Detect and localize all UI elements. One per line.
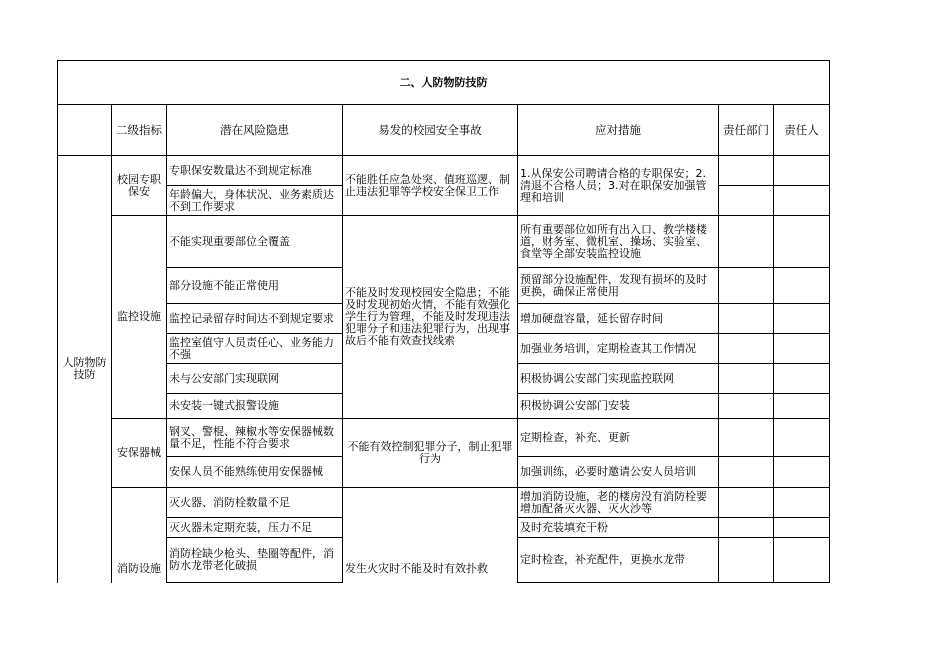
person-cell[interactable] <box>774 419 830 457</box>
measure-cell: 加强训练，必要时邀请公安人员培训 <box>518 457 719 488</box>
hazard-cell: 灭火器、消防栓数量不足 <box>167 488 343 518</box>
measure-cell: 预留部分设施配件，发现有损坏的及时更换，确保正常使用 <box>518 268 719 304</box>
person-cell[interactable] <box>774 268 830 304</box>
hazard-cell: 不能实现重要部位全覆盖 <box>167 216 343 268</box>
measure-cell: 积极协调公安部门安装 <box>518 394 719 419</box>
group-name: 监控设施 <box>112 216 167 419</box>
dept-cell[interactable] <box>719 268 774 304</box>
hazard-cell: 灭火器未定期充装，压力不足 <box>167 518 343 538</box>
hazard-cell: 未安装一键式报警设施 <box>167 394 343 419</box>
person-cell[interactable] <box>774 518 830 538</box>
dept-cell[interactable] <box>719 457 774 488</box>
measure-cell: 增加硬盘容量，延长留存时间 <box>518 304 719 334</box>
dept-cell[interactable] <box>719 518 774 538</box>
header-measures: 应对措施 <box>518 105 719 156</box>
hazard-cell: 监控记录留存时间达不到规定要求 <box>167 304 343 334</box>
dept-cell[interactable] <box>719 488 774 518</box>
person-cell[interactable] <box>774 538 830 583</box>
dept-cell[interactable] <box>719 538 774 583</box>
hazard-cell: 未与公安部门实现联网 <box>167 364 343 394</box>
group-name: 消防设施 <box>112 488 167 583</box>
measure-cell: 1.从保安公司聘请合格的专职保安；2.清退不合格人员；3.对在职保安加强管理和培训 <box>518 156 719 216</box>
hazard-cell: 安保人员不能熟练使用安保器械 <box>167 457 343 488</box>
hazard-cell: 钢叉、警棍、辣椒水等安保器械数量不足，性能不符合要求 <box>167 419 343 457</box>
dept-cell[interactable] <box>719 156 774 186</box>
measure-cell: 所有重要部位如所有出入口、教学楼楼道，财务室、微机室、操场、实验室、食堂等全部安装监控设施 <box>518 216 719 268</box>
person-cell[interactable] <box>774 457 830 488</box>
hazard-cell: 专职保安数量达不到规定标准 <box>167 156 343 186</box>
measure-cell: 增加消防设施，老的楼房没有消防栓要增加配备灭火器、灭火沙等 <box>518 488 719 518</box>
measure-cell: 及时充装填充干粉 <box>518 518 719 538</box>
dept-cell[interactable] <box>719 419 774 457</box>
dept-cell[interactable] <box>719 364 774 394</box>
hazard-cell: 消防栓缺少枪头、垫圈等配件，消防水龙带老化破损 <box>167 538 343 583</box>
dept-cell[interactable] <box>719 186 774 216</box>
person-cell[interactable] <box>774 186 830 216</box>
group-name: 安保器械 <box>112 419 167 488</box>
person-cell[interactable] <box>774 304 830 334</box>
measure-cell: 加强业务培训，定期检查其工作情况 <box>518 334 719 364</box>
person-cell[interactable] <box>774 156 830 186</box>
person-cell[interactable] <box>774 394 830 419</box>
page-title: 二、人防物防技防 <box>58 61 830 105</box>
dept-cell[interactable] <box>719 394 774 419</box>
person-cell[interactable] <box>774 334 830 364</box>
header-blank <box>58 105 112 156</box>
measure-cell: 定时检查，补充配件，更换水龙带 <box>518 538 719 583</box>
header-level2: 二级指标 <box>112 105 167 156</box>
hazard-cell: 监控室值守人员责任心、业务能力不强 <box>167 334 343 364</box>
group-name: 校园专职保安 <box>112 156 167 216</box>
dept-cell[interactable] <box>719 304 774 334</box>
safety-table <box>57 60 830 583</box>
header-accident: 易发的校园安全事故 <box>343 105 518 156</box>
dept-cell[interactable] <box>719 216 774 268</box>
person-cell[interactable] <box>774 488 830 518</box>
person-cell[interactable] <box>774 364 830 394</box>
person-cell[interactable] <box>774 216 830 268</box>
header-person: 责任人 <box>774 105 830 156</box>
accident-cell: 不能胜任应急处突、值班巡逻、制止违法犯罪等学校安全保卫工作 <box>343 156 518 216</box>
hazard-cell: 年龄偏大，身体状况、业务素质达不到工作要求 <box>167 186 343 216</box>
accident-cell: 不能及时发现校园安全隐患；不能及时发现初始火情，不能有效强化学生行为管理，不能及时发现违法犯罪分子和违法犯罪行为，出现事故后不能有效查找线索 <box>343 216 518 419</box>
header-dept: 责任部门 <box>719 105 774 156</box>
category-cell: 人防物防技防 <box>58 156 112 583</box>
hazard-cell: 部分设施不能正常使用 <box>167 268 343 304</box>
dept-cell[interactable] <box>719 334 774 364</box>
accident-cell: 发生火灾时不能及时有效扑救 <box>343 488 518 583</box>
header-hazard: 潜在风险隐患 <box>167 105 343 156</box>
measure-cell: 积极协调公安部门实现监控联网 <box>518 364 719 394</box>
accident-cell: 不能有效控制犯罪分子，制止犯罪行为 <box>343 419 518 488</box>
measure-cell: 定期检查，补充、更新 <box>518 419 719 457</box>
